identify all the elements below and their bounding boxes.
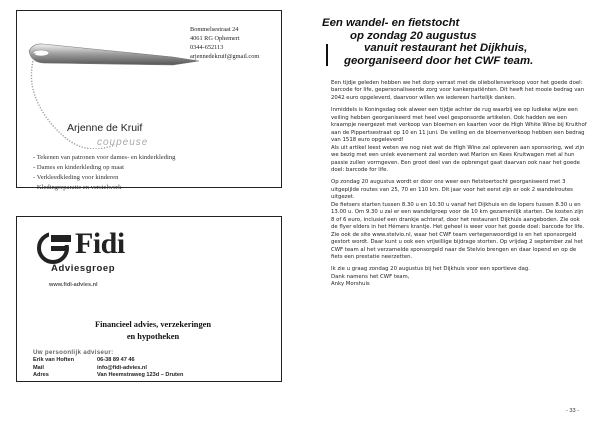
ad-fidi-adviesgroep — [16, 216, 282, 382]
title-line-3: vanuit restaurant het Dijkhuis, — [364, 42, 528, 55]
ad-subtitle: coupeuse — [97, 137, 149, 148]
contact-table — [33, 357, 273, 380]
fidi-subtitle: Adviesgroep — [51, 263, 116, 274]
title-rule — [326, 44, 328, 66]
contact-label: Mail — [33, 364, 44, 371]
address-block — [190, 25, 259, 61]
contact-value: info@fidi-advies.nl — [97, 364, 147, 371]
address-phone: 0344-652113 — [190, 44, 224, 51]
list-item: - Tekenen van patronen voor dames- en kinderkleding — [33, 153, 175, 163]
contact-label: Erik van Hoften — [33, 357, 75, 363]
table-row — [33, 357, 273, 365]
ad-name: Arjenne de Kruif — [67, 122, 143, 134]
page-number: - 33 - — [566, 408, 580, 414]
address-postcode: 4061 RG Ophemert — [190, 35, 240, 42]
article-body — [331, 80, 587, 294]
article-paragraph: Ik zie u graag zondag 20 augustus bij het Dijkhuis voor een sportieve dag. Dank namens het CWF team, Anky Morshuis — [331, 266, 530, 288]
fidi-tagline — [73, 319, 233, 343]
services-list — [33, 153, 175, 193]
list-item: - Kledingreparatie en verstelwerk — [33, 183, 175, 193]
article-title — [310, 17, 600, 67]
list-item: - Verkleedkleding voor kinderen — [33, 173, 175, 183]
fidi-logo-word: Fidi — [75, 227, 125, 260]
contact-label: Adres — [33, 372, 49, 379]
article-paragraph: Op zondag 20 augustus wordt er door ons weer een fietstoertocht georganiseerd met 3 uitgepijlde routes van 25, 70 en 110 km. Dit jaar voor het eerst zijn er ook 2 wandelroutes uitgezet. De fietsers starten tussen 8.30 u en 10.30 u vanaf het Dijkhuis en de lopers tussen 8.30 u en 13.00 u. Om 9.30 u zal er een wandelgroep voor de 10 km gezamenlijk starten. De kosten zijn 8 of 6 euro, inclusief een drankje achteraf, door het restaurant Dijkhuis aangeboden. Zie ook de flyer elders in het Hémers krantje. Het geheel is weer voor het goede doel: barcode for life. Zie ook de site www.stelvio.nl, waar het CWF team vertegenwoordigd is en het sponsorgeld gestort wordt. Daar kunt u ook een vrijwillige bijdrage storten. Op vrijdag 2 september zal het CWF team al het verzamelde sponsorgeld naar de Stelvio brengen en daar lopend en op de fiets een prestatie neerzetten. — [331, 179, 585, 260]
title-line-4: georganiseerd door het CWF team. — [344, 54, 534, 67]
table-row — [33, 365, 273, 373]
contact-value: Van Heemstraweg 123d – Druten — [97, 372, 184, 379]
contact-value: 06-38 89 47 46 — [97, 357, 135, 363]
ad-arjenne-de-kruif — [16, 10, 282, 191]
fidi-tagline-line-2: en hypotheken — [126, 332, 180, 341]
title-line-1: Een wandel- en fietstocht — [322, 17, 460, 29]
fidi-url: www.fidi-advies.nl — [49, 282, 98, 288]
table-row — [33, 372, 273, 380]
article-paragraph: Inmiddels is Koningsdag ook alweer een tijdje achter de rug waarbij we op ludieke wijze een veiling hebben georganiseerd met heel veel gesponsorde artikelen. Ook hadden we een kraampje neergezet met verkoop van bloemen en kaarten voor de High White Wine bij Kruithof aan de Pippertsestraat op 10 en 11 juni. De veiling en de bloemenverkoop hebben een bedrag van 1518 euro opgeleverd! Als uit artikel leest weten we nog niet wat de High Wine zal opleveren aan sponsoring, wel zijn we bezig met een uniek evenement zal worden wat Marion en Kees Kruitwagen met al hun passie zullen vormgeven. Een groot deel van de opbrengst gaat daarvan ook naar het goede doel: barcode for life. — [331, 107, 587, 173]
contact-heading: Uw persoonlijk adviseur: — [33, 349, 114, 356]
address-email: arjennedekruif@gmail.com — [190, 53, 260, 60]
fidi-logo-icon — [33, 231, 73, 265]
fidi-tagline-line-1: Financieel advies, verzekeringen — [94, 320, 212, 329]
address-street: Bommelsestraat 24 — [190, 26, 239, 33]
article-paragraph: Een tijdje geleden hebben we het dorp verrast met de oliebollenverkoop voor het goede doel: barcode for life, gepersonaliseerde zorg voor kankerpatiënten. Dit heeft het mooie bedrag van 2042 euro opgeleverd, daarvoor willen we iedereen hartelijk danken. — [331, 80, 585, 101]
list-item: - Dames en kinderkleding op maat — [33, 163, 175, 173]
title-line-2: op zondag 20 augustus — [350, 29, 477, 42]
